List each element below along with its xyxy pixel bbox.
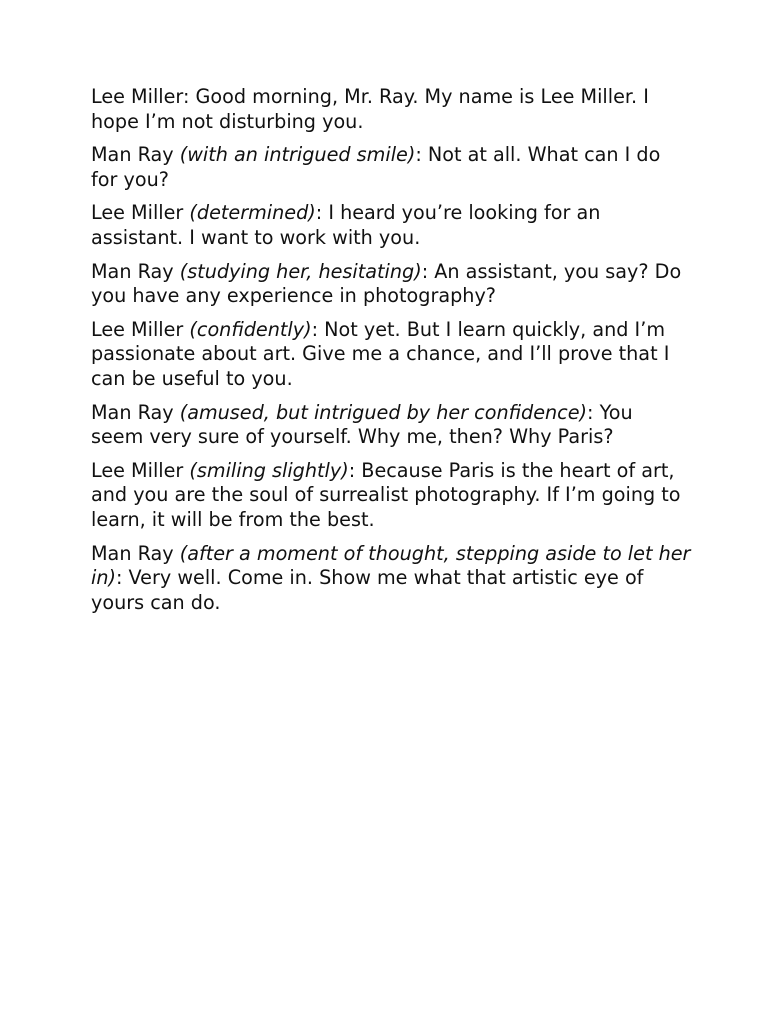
dialogue-line: : Not at all. What can I do for you? [91,143,661,191]
dialogue-line: : Very well. Come in. Show me what that artistic eye of yours can do. [91,566,644,614]
dialogue-paragraph [91,143,691,192]
dialogue-line: : I heard you’re looking for an assistant. I want to work with you. [91,201,601,249]
speaker-name: Lee Miller [91,201,190,225]
stage-direction: (confidently) [189,317,312,341]
stage-direction: (with an intrigued smile) [179,143,416,167]
dialogue-paragraph [91,542,691,616]
document-page [91,85,691,624]
speaker-name: Man Ray [91,143,180,167]
dialogue-line: : You seem very sure of yourself. Why me, then? Why Paris? [91,400,633,449]
dialogue-paragraph [91,459,691,533]
speaker-name: Man Ray [91,259,180,283]
dialogue-paragraph [91,201,691,250]
dialogue-line: : Not yet. But I learn quickly, and I’m passionate about art. Give me a chance, and I’ll prove that I can be useful to you. [91,317,670,390]
speaker-name: Lee Miller [91,317,190,341]
dialogue-line: : Good morning, Mr. Ray. My name is Lee Miller. I hope I’m not disturbing you. [91,85,649,133]
stage-direction: (amused, but intrigued by her confidence) [179,400,588,424]
speaker-name: Man Ray [91,541,180,565]
dialogue-paragraph [91,318,691,392]
dialogue-line: : Because Paris is the heart of art, and you are the soul of surrealist photography. If I’m going to learn, it will be from the best. [91,458,681,531]
stage-direction: (smiling slightly) [189,458,349,482]
dialogue-paragraph [91,401,691,450]
stage-direction: (after a moment of thought, stepping aside to let her in) [91,541,691,590]
speaker-name: Lee Miller [91,85,183,108]
dialogue-paragraph [91,260,691,309]
dialogue-line: : An assistant, you say? Do you have any experience in photography? [91,259,682,308]
dialogue-paragraph [91,85,691,134]
speaker-name: Lee Miller [91,458,190,482]
stage-direction: (determined) [189,201,316,225]
speaker-name: Man Ray [91,400,180,424]
stage-direction: (studying her, hesitating) [179,259,422,283]
